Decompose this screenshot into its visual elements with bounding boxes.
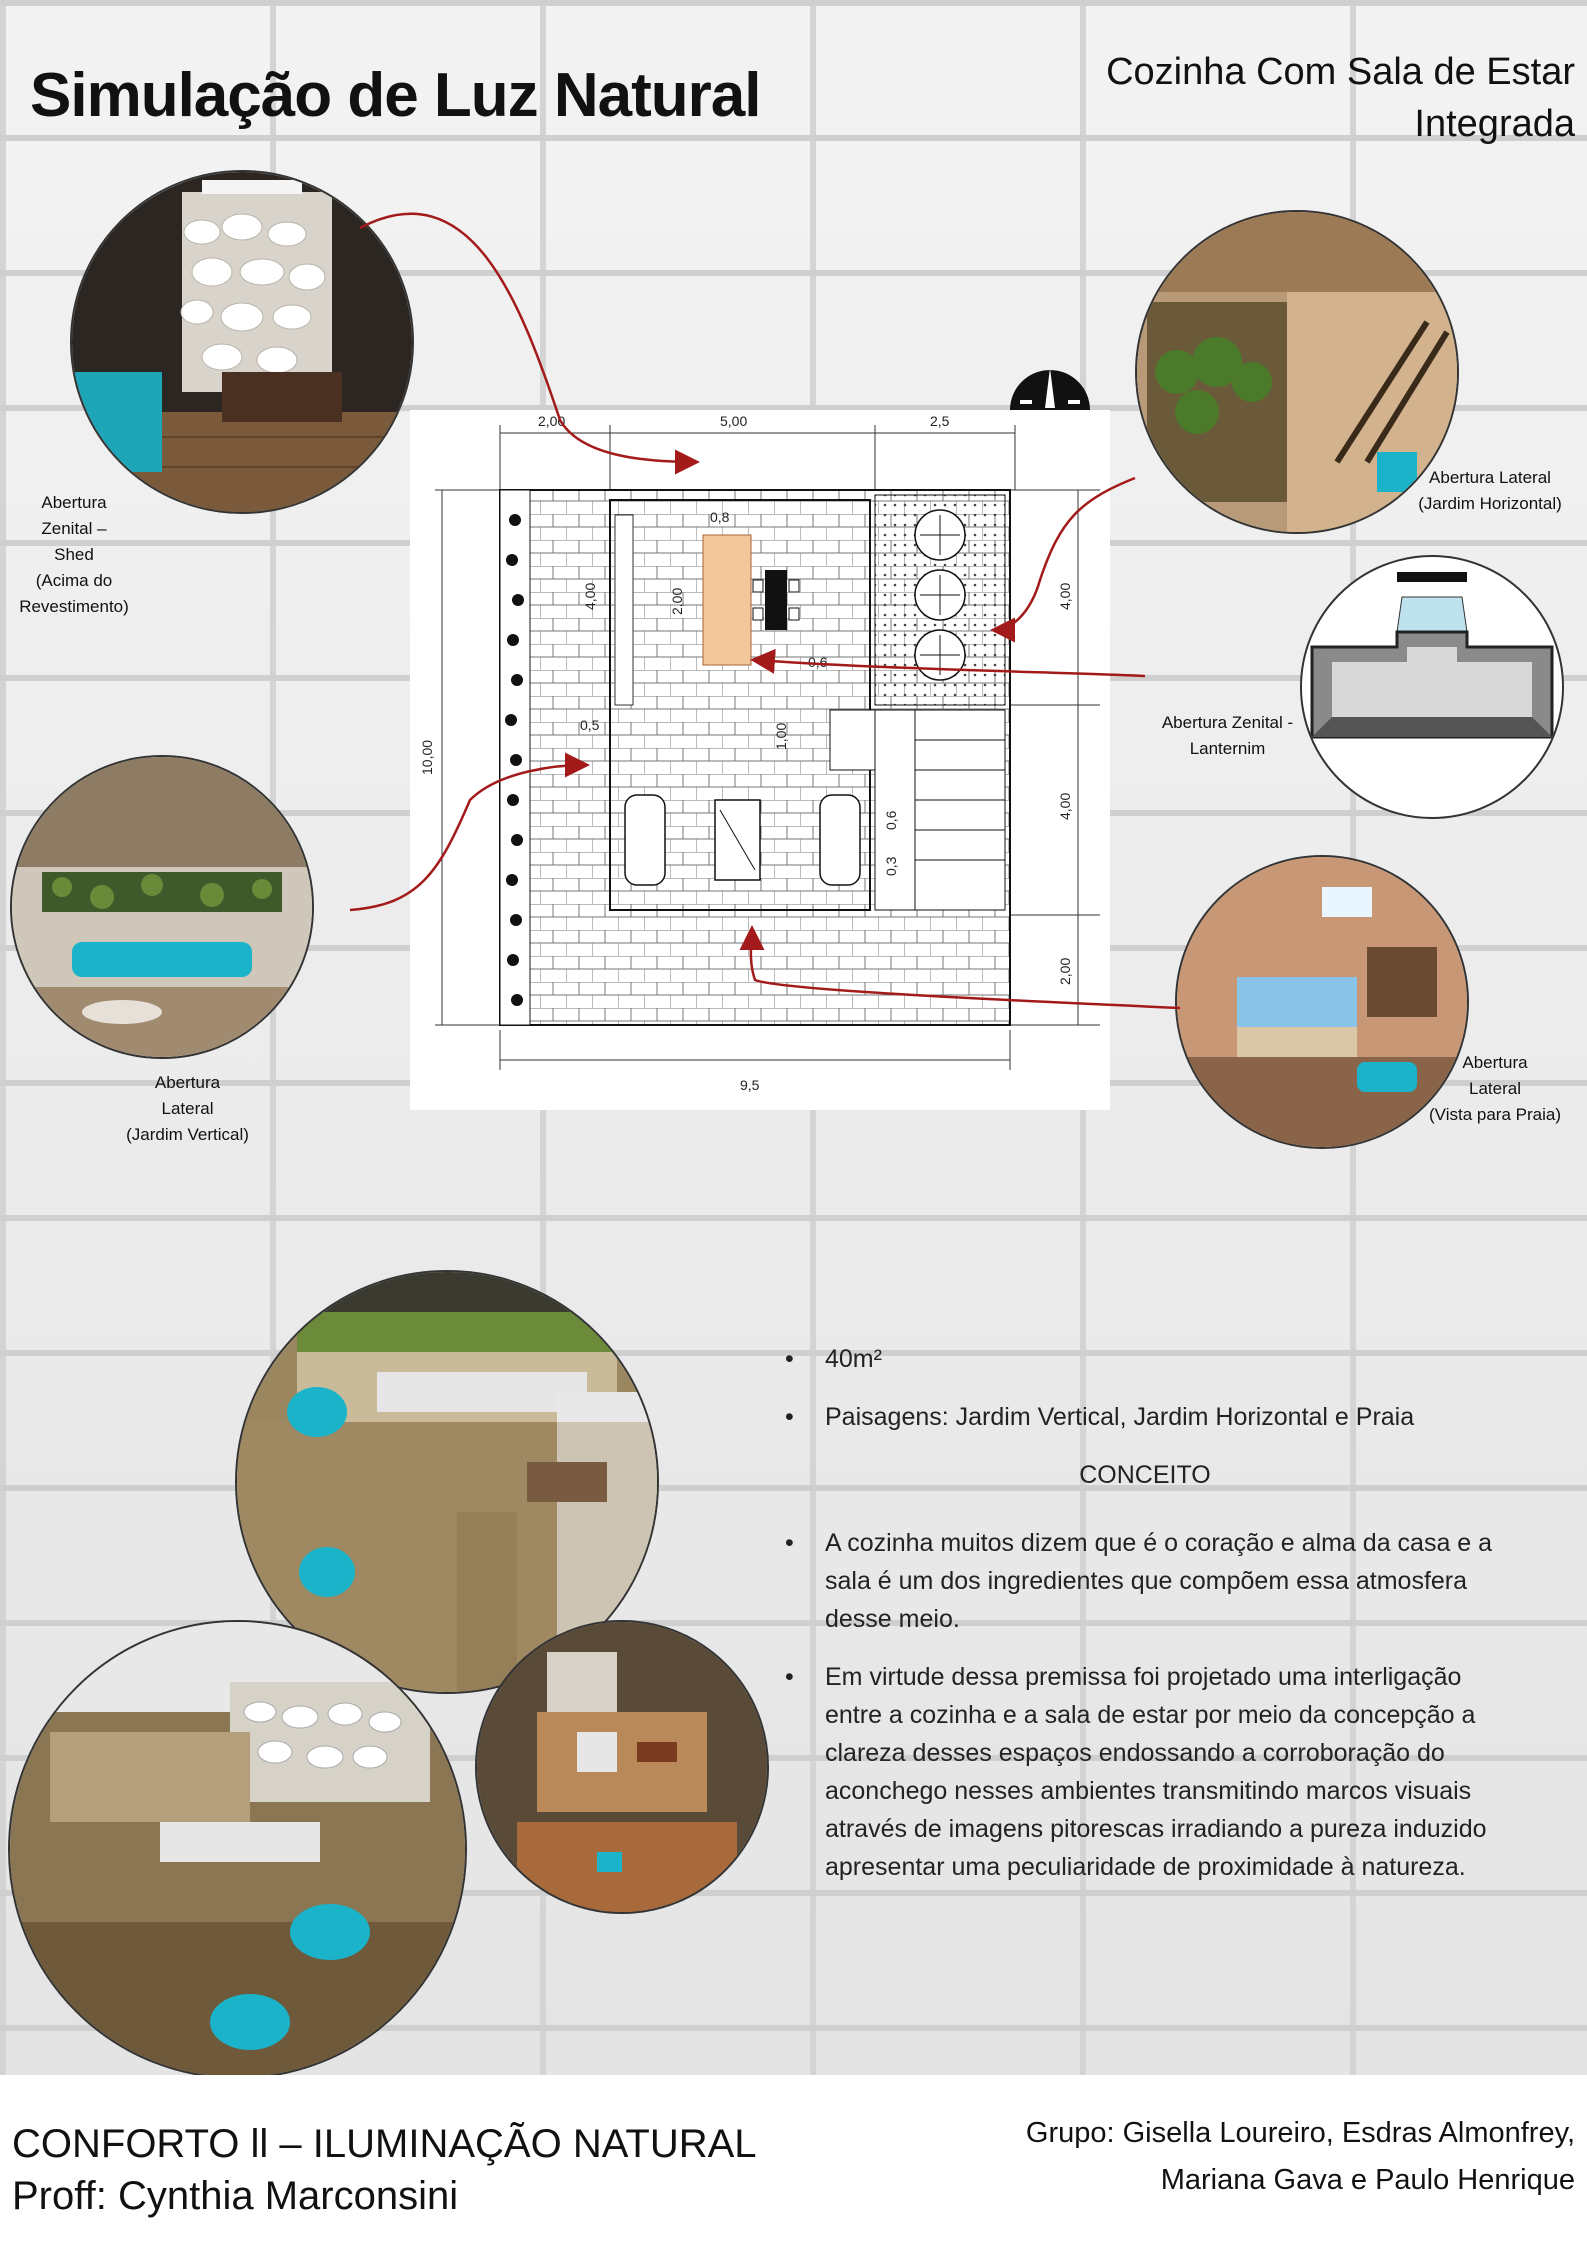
project-info: [785, 1340, 1505, 1906]
label-horizontal-garden: Abertura Lateral (Jardim Horizontal): [1418, 468, 1562, 513]
info-landscapes: • Paisagens: Jardim Vertical, Jardim Horizontal e Praia: [785, 1398, 1505, 1436]
label-vertical-garden: Abertura Lateral (Jardim Vertical): [126, 1073, 249, 1144]
label-lanternim: Abertura Zenital - Lanternim: [1161, 713, 1294, 758]
dim-top-1: 2,00: [538, 413, 566, 429]
dim-top-2: 5,00: [720, 413, 748, 429]
concept-paragraph-2: • Em virtude dessa premissa foi projetado uma interligação entre a cozinha e a sala de estar por meio da concepção a clareza desses espaços endossando a corroboração do aconchego nesses ambientes transmitindo marcos visuais através de imagens pitorescas irradiando a pureza induzido apresentar uma peculiaridade de proximidade à natureza.: [785, 1658, 1505, 1886]
group-line-2: Mariana Gava e Paulo Henrique: [1160, 2164, 1575, 2196]
dim-inner-6: 1,00: [773, 722, 789, 750]
footer-left: [12, 2118, 757, 2222]
concept-paragraph-1: • A cozinha muitos dizem que é o coração e alma da casa e a sala é um dos ingredientes que compõem essa atmosfera desse meio.: [785, 1524, 1505, 1638]
course-name: CONFORTO ll – ILUMINAÇÃO NATURAL: [12, 2122, 757, 2166]
dim-bottom: 9,5: [740, 1077, 760, 1093]
dim-right-2: 4,00: [1057, 792, 1073, 820]
info-area: • 40m²: [785, 1340, 1505, 1378]
footer-right: [1026, 2110, 1575, 2204]
label-shed: Abertura Zenital – Shed (Acima do Revestimento): [19, 493, 129, 616]
label-beach-view: Abertura Lateral (Vista para Praia): [1429, 1053, 1561, 1124]
dim-inner-1: 0,8: [710, 509, 730, 525]
dim-inner-5: 0,5: [580, 717, 600, 733]
subtitle-line-2: Integrada: [1414, 103, 1575, 145]
dim-left: 10,00: [419, 739, 435, 775]
dim-inner-7: 0,6: [883, 810, 899, 830]
dim-right-1: 4,00: [1057, 582, 1073, 610]
dim-inner-8: 0,3: [883, 856, 899, 876]
photo-model-perspective: [8, 1620, 467, 2079]
dim-right-3: 2,00: [1057, 957, 1073, 985]
professor-name: Proff: Cynthia Marconsini: [12, 2174, 459, 2218]
group-line-1: Grupo: Gisella Loureiro, Esdras Almonfrey,: [1025, 2117, 1575, 2149]
dim-inner-2: 2,00: [669, 587, 685, 615]
dim-inner-4: 0,6: [808, 654, 828, 670]
dim-inner-3: 4,00: [582, 582, 598, 610]
subtitle-line-1: Cozinha Com Sala de Estar: [1106, 51, 1575, 93]
photo-model-interior: [475, 1620, 769, 1914]
page-title: Simulação de Luz Natural: [30, 61, 761, 130]
concept-title: CONCEITO: [1079, 1461, 1211, 1489]
dim-top-3: 2,5: [930, 413, 950, 429]
